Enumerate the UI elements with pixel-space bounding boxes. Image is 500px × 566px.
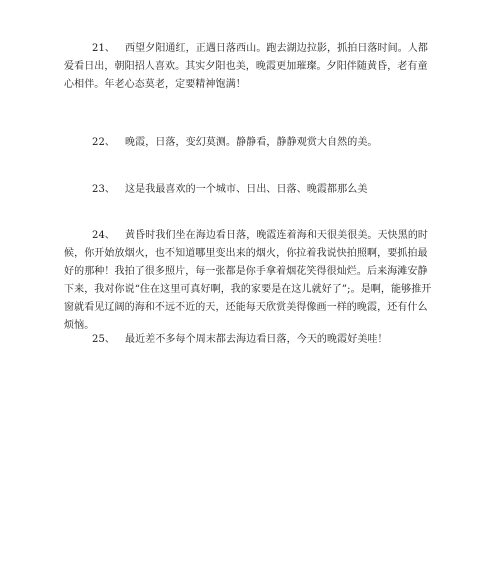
paragraph-number: 24、 bbox=[92, 230, 116, 241]
paragraph-number: 21、 bbox=[92, 43, 116, 54]
paragraph-number: 23、 bbox=[92, 184, 116, 195]
paragraph-21 bbox=[64, 40, 436, 94]
paragraph-23 bbox=[64, 181, 436, 199]
paragraph-text: 晚霞，日落，变幻莫测。静静看，静静观赏大自然的美。 bbox=[125, 137, 378, 148]
paragraph-24 bbox=[64, 227, 436, 335]
paragraph-text: 黄昏时我们坐在海边看日落，晚霞连着海和天很美很美。天快黑的时候，你开始放烟火，也不知道哪里变出来的烟火，你拉着我说快拍照啊，要抓拍最好的那种！我拍了很多照片，每一张都是你手拿着烟花笑得很灿烂。后来海滩安静下来，我对你说“住在这里可真好啊，我的家要是在这儿就好了”;。是啊，能够推开窗就看见辽阔的海和不远不近的天，还能每天欣赏美得像画一样的晚霞，还有什么烦恼。 bbox=[64, 230, 432, 331]
paragraph-text: 最近差不多每个周末都去海边看日落，今天的晚霞好美哇！ bbox=[125, 334, 388, 345]
paragraph-25 bbox=[64, 331, 436, 349]
paragraph-text: 西望夕阳通红，正遇日落西山。跑去湖边拉影，抓拍日落时间。人都爱看日出，朝阳招人喜欢。其实夕阳也美，晚霞更加璀璨。夕阳伴随黄昏，老有童心相伴。年老心态莫老，定要精神饱满！ bbox=[64, 43, 429, 90]
paragraph-22 bbox=[64, 134, 436, 152]
paragraph-text: 这是我最喜欢的一个城市、日出、日落、晚霞都那么美 bbox=[125, 184, 368, 195]
paragraph-number: 25、 bbox=[92, 334, 116, 345]
paragraph-number: 22、 bbox=[92, 137, 116, 148]
